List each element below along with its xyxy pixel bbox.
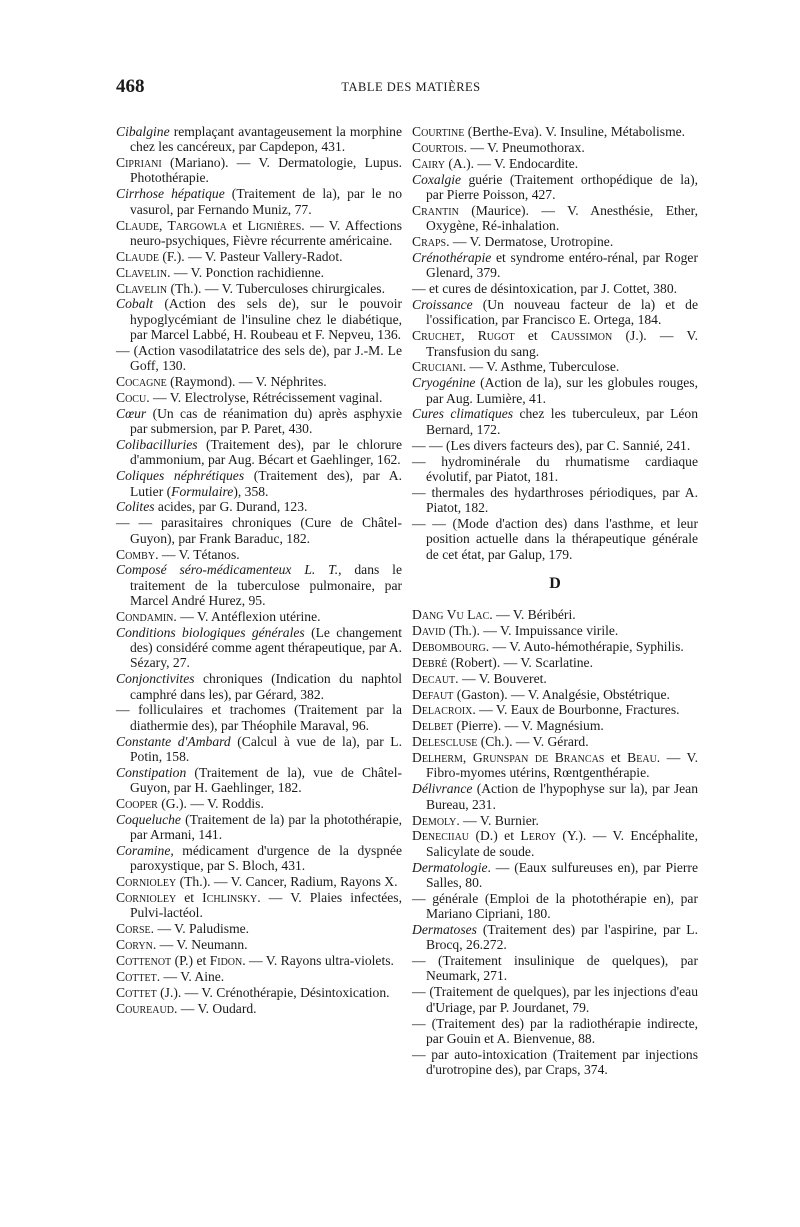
index-entry: Cocagne (Raymond). — V. Néphrites. (116, 374, 327, 390)
index-entry: Claude (F.). — V. Pasteur Vallery-Radot. (116, 248, 343, 264)
index-entry: Colibacilluries (Traitement des), par le chlorure d'ammonium, par Aug. Bécart et Gaehlinger, 162. (116, 437, 402, 468)
index-entry: Cures climatiques chez les tuberculeux, par Léon Bernard, 172. (412, 406, 698, 437)
index-entry: Cruciani. — V. Asthme, Tuberculose. (412, 359, 620, 375)
index-entry: Cibalgine remplaçant avantageusement la morphine chez les cancéreux, par Capdepon, 431. (116, 124, 402, 155)
index-entry: Clavelin (Th.). — V. Tuberculoses chirurgicales. (116, 280, 385, 296)
index-entry: Crénothérapie et syndrome entéro-rénal, par Roger Glenard, 379. (412, 249, 698, 281)
index-entry: — folliculaires et trachomes (Traitement par la diathermie des), par Théophile Maraval, 96. (116, 702, 402, 733)
index-entry: Coxalgie guérie (Traitement orthopédique de la), par Pierre Poisson, 427. (412, 171, 698, 202)
index-entry: Condamin. — V. Antéflexion utérine. (116, 608, 321, 624)
index-entry: Delbet (Pierre). — V. Magnésium. (412, 718, 604, 734)
index-entry: Cairy (A.). — V. Endocardite. (412, 155, 579, 171)
index-entry: Demoly. — V. Burnier. (412, 812, 539, 828)
index-entry: Defaut (Gaston). — V. Analgésie, Obstétrique. (412, 686, 670, 702)
index-entry: — et cures de désintoxication, par J. Cottet, 380. (412, 281, 678, 297)
index-entry: Dermatoses (Traitement des) par l'aspirine, par L. Brocq, 26.272. (412, 921, 698, 953)
index-entry: — (Traitement des) par la radiothérapie indirecte, par Gouin et A. Bienvenue, 88. (412, 1015, 698, 1046)
index-entry: Cipriani (Mariano). — V. Dermatologie, Lupus. Photothérapie. (116, 155, 402, 186)
index-entry: Cœur (Un cas de réanimation du) après asphyxie par submersion, par P. Paret, 430. (116, 405, 402, 437)
index-group-c (412, 124, 698, 562)
index-entry: Composé séro-médicamenteux L. T., dans le traitement de la tuberculose pulmonaire, par Marcel André Hurez, 95. (116, 562, 402, 608)
index-entry: Courtine (Berthe-Eva). V. Insuline, Métabolisme. (412, 124, 686, 139)
index-entry: Claude, Targowla et Lignières. — V. Affections neuro-psychiques, Fièvre récurrente américaine. (116, 217, 402, 248)
index-entry: Clavelin. — V. Ponction rachidienne. (116, 264, 325, 280)
index-column-left (116, 124, 402, 1017)
section-letter: D (549, 574, 561, 592)
index-entry: Comby. — V. Tétanos. (116, 546, 240, 562)
index-entry: Cottet. — V. Aine. (116, 969, 225, 985)
index-entry: — — (Les divers facteurs des), par C. Sannié, 241. (412, 437, 691, 453)
index-entry: Debré (Robert). — V. Scarlatine. (412, 654, 593, 670)
index-entry: Courtois. — V. Pneumothorax. (412, 139, 585, 155)
index-entry: Coqueluche (Traitement de la) par la photothérapie, par Armani, 141. (116, 811, 402, 843)
index-entry: Délivrance (Action de l'hypophyse sur la), par Jean Bureau, 231. (412, 781, 698, 812)
index-entry: Croissance (Un nouveau facteur de la) et de l'ossification, par Francisco E. Ortega, 184. (412, 297, 698, 328)
index-entry: Coureaud. — V. Oudard. (116, 1000, 257, 1016)
index-entry: Delherm, Grunspan de Brancas et Beau. — V. Fibro-myomes utérins, Rœntgenthérapie. (412, 750, 698, 781)
index-entry: — générale (Emploi de la photothérapie en), par Mariano Cipriani, 180. (412, 890, 698, 922)
index-entry: Delacroix. — V. Eaux de Bourbonne, Fractures. (412, 702, 680, 718)
index-entry: Cottet (J.). — V. Crénothérapie, Désintoxication. (116, 984, 390, 1000)
index-entry: Conjonctivites chroniques (Indication du naphtol camphré dans les), par Gérard, 382. (116, 671, 402, 702)
index-entry: Constante d'Ambard (Calcul à vue de la), par L. Potin, 158. (116, 733, 402, 764)
index-entry: Cobalt (Action des sels de), sur le pouvoir hypoglycémiant de l'insuline chez le diabétique, par Marcel Labbé, H. Roubeau et F. Nepveu, 136. (116, 296, 402, 343)
index-entry: Conditions biologiques générales (Le changement des) considéré comme agent thérapeutique, par A. Sézary, 27. (116, 624, 402, 671)
index-entry: Cornioley (Th.). — V. Cancer, Radium, Rayons X. (116, 874, 398, 890)
index-entry: — — parasitaires chroniques (Cure de Châtel-Guyon), par Frank Baraduc, 182. (116, 515, 402, 546)
page-number: 468 (116, 76, 145, 97)
index-entry: Coramine, médicament d'urgence de la dyspnée paroxystique, par S. Bloch, 431. (116, 843, 402, 874)
index-entry: Cooper (G.). — V. Roddis. (116, 796, 264, 812)
index-entry: Cruchet, Rugot et Caussimon (J.). — V. Transfusion du sang. (412, 328, 698, 359)
index-entry: David (Th.). — V. Impuissance virile. (412, 623, 619, 638)
index-group-d (412, 607, 698, 1077)
index-entry: — (Traitement insulinique de quelques), par Neumark, 271. (412, 953, 698, 984)
index-entry: Corse. — V. Paludisme. (116, 921, 250, 937)
index-entry: Decaut. — V. Bouveret. (412, 670, 547, 686)
index-entry: Cirrhose hépatique (Traitement de la), par le no vasurol, par Fernando Muniz, 77. (116, 186, 402, 217)
running-title: TABLE DES MATIÈRES (341, 80, 481, 94)
index-entry: — (Traitement de quelques), par les injections d'eau d'Uriage, par P. Jourdanet, 79. (412, 984, 698, 1015)
index-entry: Colites acides, par G. Durand, 123. (116, 499, 308, 515)
index-entry: Constipation (Traitement de la), vue de Châtel-Guyon, par H. Gaehlinger, 182. (116, 764, 402, 796)
index-entry: — (Action vasodilatatrice des sels de), par J.-M. Le Goff, 130. (116, 342, 402, 374)
index-entry: Coliques néphrétiques (Traitement des), par A. Lutier (Formulaire), 358. (116, 468, 402, 499)
index-entry: — par auto-intoxication (Traitement par injections d'urotropine des), par Craps, 374. (412, 1046, 698, 1077)
index-column-right (412, 124, 698, 1078)
index-entry: Cryogénine (Action de la), sur les globules rouges, par Aug. Lumière, 41. (412, 375, 698, 406)
index-entry: Dermatologie. — (Eaux sulfureuses en), par Pierre Salles, 80. (412, 859, 698, 890)
index-entry: Crantin (Maurice). — V. Anesthésie, Ether, Oxygène, Ré-inhalation. (412, 202, 698, 234)
index-entry: Debombourg. — V. Auto-hémothérapie, Syphilis. (412, 638, 684, 654)
index-entry: — — (Mode d'action des) dans l'asthme, et leur position actuelle dans la thérapeutique générale de cet état, par Galup, 179. (412, 515, 698, 562)
index-entry: — hydrominérale du rhumatisme cardiaque évolutif, par Piatot, 181. (412, 453, 698, 484)
index-entry: Craps. — V. Dermatose, Urotropine. (412, 234, 614, 250)
index-entry: Delescluse (Ch.). — V. Gérard. (412, 734, 589, 750)
index-entry: — thermales des hydarthroses périodiques, par A. Piatot, 182. (412, 484, 698, 516)
index-entry: Cornioley et Ichlinsky. — V. Plaies infectées, Pulvi-lactéol. (116, 890, 402, 921)
index-entry: Dang Vu Lac. — V. Béribéri. (412, 607, 576, 623)
index-entry: Cocu. — V. Electrolyse, Rétrécissement vaginal. (116, 389, 383, 405)
page-header (116, 76, 706, 100)
index-entry: Cottenot (P.) et Fidon. — V. Rayons ultra-violets. (116, 953, 394, 969)
index-entry: Coryn. — V. Neumann. (116, 937, 248, 953)
index-entry: Deneciiau (D.) et Leroy (Y.). — V. Encéphalite, Salicylate de soude. (412, 828, 698, 859)
